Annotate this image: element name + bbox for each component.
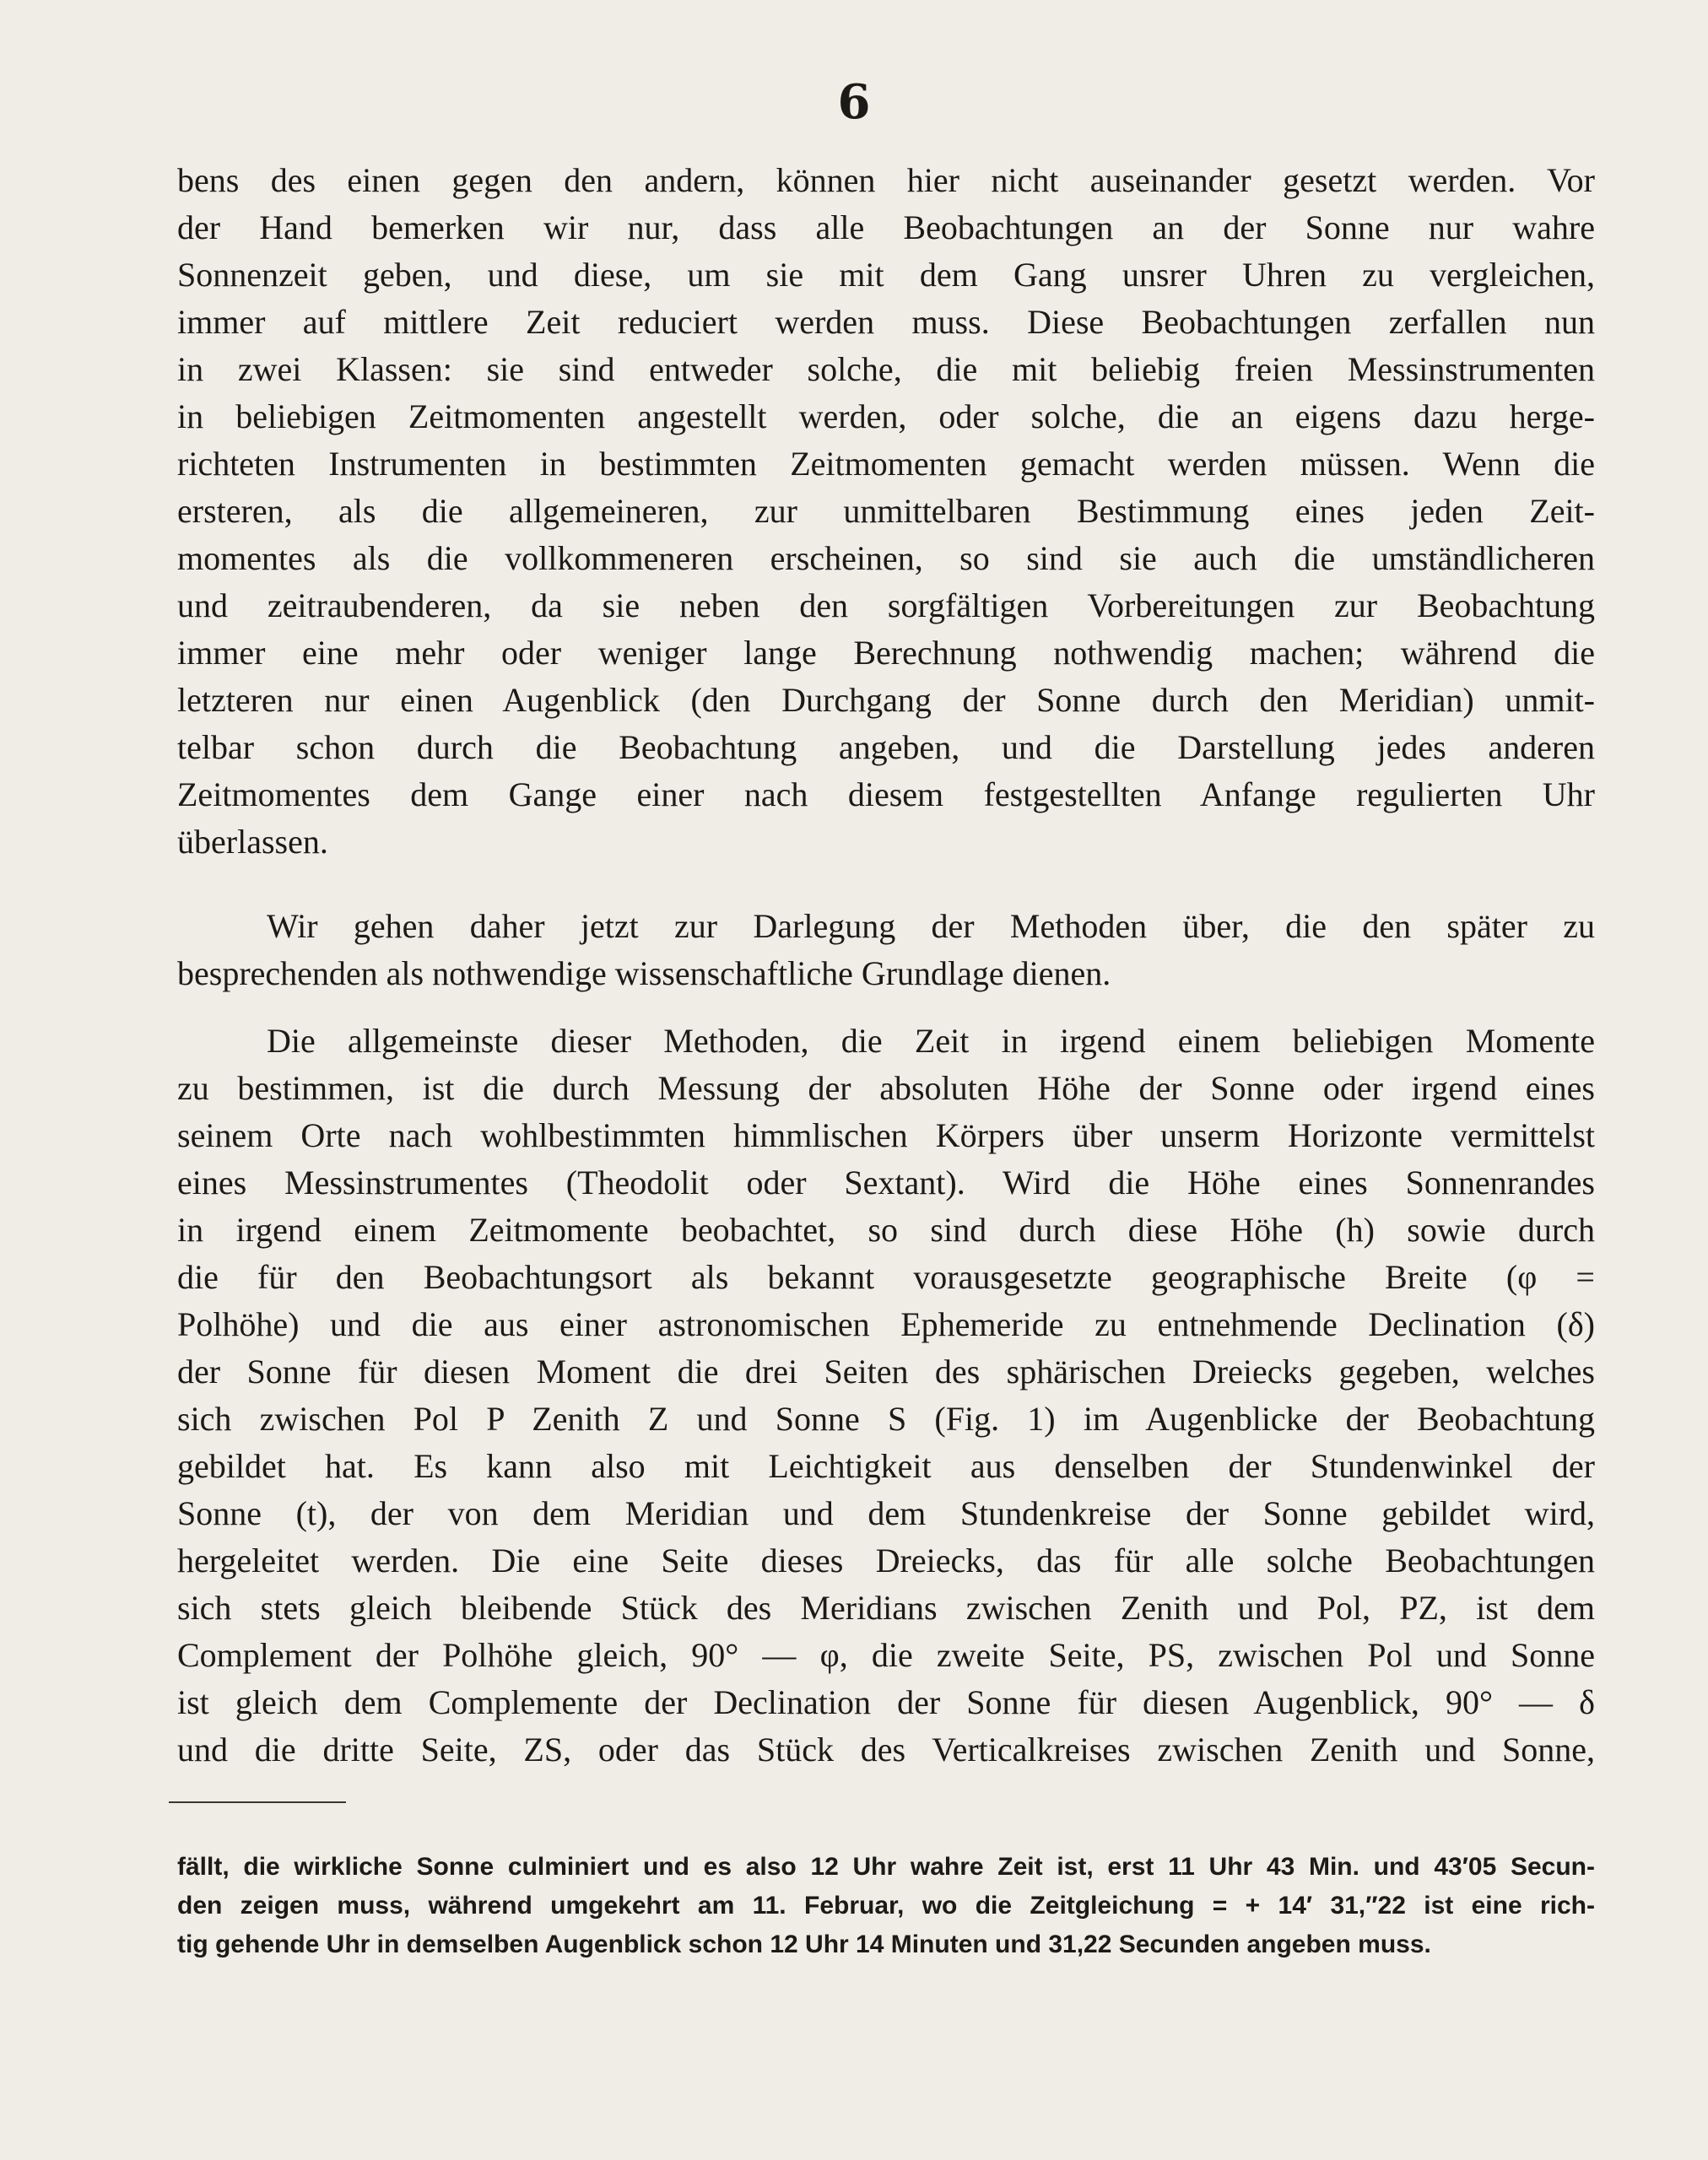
text-line: der Sonne für diesen Moment die drei Seiten des sphärischen Dreiecks gegeben, welches [177, 1353, 1595, 1390]
text-line: ersteren, als die allgemeineren, zur unmittelbaren Bestimmung eines jeden Zeit- [177, 492, 1595, 530]
text-line: in beliebigen Zeitmomenten angestellt werden, oder solche, die an eigens dazu herge- [177, 397, 1595, 435]
paragraph-1 [177, 157, 1595, 866]
text-line: immer eine mehr oder weniger lange Berechnung nothwendig machen; während die [177, 634, 1595, 672]
text-line: zu bestimmen, ist die durch Messung der absoluten Höhe der Sonne oder irgend eines [177, 1069, 1595, 1107]
text-line: gebildet hat. Es kann also mit Leichtigkeit aus denselben der Stundenwinkel der [177, 1447, 1595, 1485]
text-line: telbar schon durch die Beobachtung angeben, und die Darstellung jedes anderen [177, 728, 1595, 766]
text-line: die für den Beobachtungsort als bekannt vorausgesetzte geographische Breite (φ = [177, 1258, 1595, 1296]
text-line: in zwei Klassen: sie sind entweder solche, die mit beliebig freien Messinstrumenten [177, 350, 1595, 388]
text-line: hergeleitet werden. Die eine Seite dieses Dreiecks, das für alle solche Beobachtungen [177, 1542, 1595, 1580]
text-line: Wir gehen daher jetzt zur Darlegung der Methoden über, die den später zu [267, 907, 1595, 945]
text-line: momentes als die vollkommeneren erscheinen, so sind sie auch die umständlicheren [177, 539, 1595, 577]
text-line: Sonnenzeit geben, und diese, um sie mit dem Gang unsrer Uhren zu vergleichen, [177, 256, 1595, 294]
footnote-line: den zeigen muss, während umgekehrt am 11. Februar, wo die Zeitgleichung = + 14′ 31,″22 ist eine rich- [177, 1892, 1595, 1920]
footnote-line: tig gehende Uhr in demselben Augenblick schon 12 Uhr 14 Minuten und 31,22 Secunden angeben muss. [177, 1930, 1431, 1958]
text-line: eines Messinstrumentes (Theodolit oder Sextant). Wird die Höhe eines Sonnenrandes [177, 1164, 1595, 1202]
text-line: richteten Instrumenten in bestimmten Zeitmomenten gemacht werden müssen. Wenn die [177, 445, 1595, 483]
text-line: sich zwischen Pol P Zenith Z und Sonne S (Fig. 1) im Augenblicke der Beobachtung [177, 1400, 1595, 1438]
text-line: letzteren nur einen Augenblick (den Durchgang der Sonne durch den Meridian) unmit- [177, 681, 1595, 719]
text-line: überlassen. [177, 823, 328, 861]
text-line: ist gleich dem Complemente der Declination der Sonne für diesen Augenblick, 90° — δ [177, 1683, 1595, 1721]
text-line: der Hand bemerken wir nur, dass alle Beobachtungen an der Sonne nur wahre [177, 208, 1595, 246]
text-line: Die allgemeinste dieser Methoden, die Zeit in irgend einem beliebigen Momente [267, 1022, 1595, 1060]
text-line: immer auf mittlere Zeit reduciert werden muss. Diese Beobachtungen zerfallen nun [177, 303, 1595, 341]
text-line: Sonne (t), der von dem Meridian und dem Stundenkreise der Sonne gebildet wird, [177, 1494, 1595, 1532]
text-line: bens des einen gegen den andern, können hier nicht auseinander gesetzt werden. Vor [177, 161, 1595, 199]
footnote [177, 1848, 1595, 1964]
text-line: Complement der Polhöhe gleich, 90° — φ, die zweite Seite, PS, zwischen Pol und Sonne [177, 1636, 1595, 1674]
text-line: sich stets gleich bleibende Stück des Meridians zwischen Zenith und Pol, PZ, ist dem [177, 1589, 1595, 1627]
text-line: seinem Orte nach wohlbestimmten himmlischen Körpers über unserm Horizonte vermittelst [177, 1116, 1595, 1154]
body-text [177, 157, 1595, 1774]
text-line: in irgend einem Zeitmomente beobachtet, so sind durch diese Höhe (h) sowie durch [177, 1211, 1595, 1249]
text-line: Polhöhe) und die aus einer astronomischen Ephemeride zu entnehmende Declination (δ) [177, 1305, 1595, 1343]
text-line: besprechenden als nothwendige wissenschaftliche Grundlage dienen. [177, 954, 1111, 992]
text-line: und die dritte Seite, ZS, oder das Stück des Verticalkreises zwischen Zenith und Sonne, [177, 1731, 1595, 1768]
footnote-line: fällt, die wirkliche Sonne culminiert und es also 12 Uhr wahre Zeit ist, erst 11 Uhr 43 Min. und 43′05 Secun- [177, 1853, 1595, 1881]
footnote-rule [169, 1801, 346, 1803]
page-number: 6 [837, 74, 871, 130]
paragraph-3 [177, 1018, 1595, 1774]
text-line: Zeitmomentes dem Gange einer nach diesem festgestellten Anfange regulierten Uhr [177, 775, 1595, 813]
paragraph-2 [177, 903, 1595, 997]
text-line: und zeitraubenderen, da sie neben den sorgfältigen Vorbereitungen zur Beobachtung [177, 586, 1595, 624]
